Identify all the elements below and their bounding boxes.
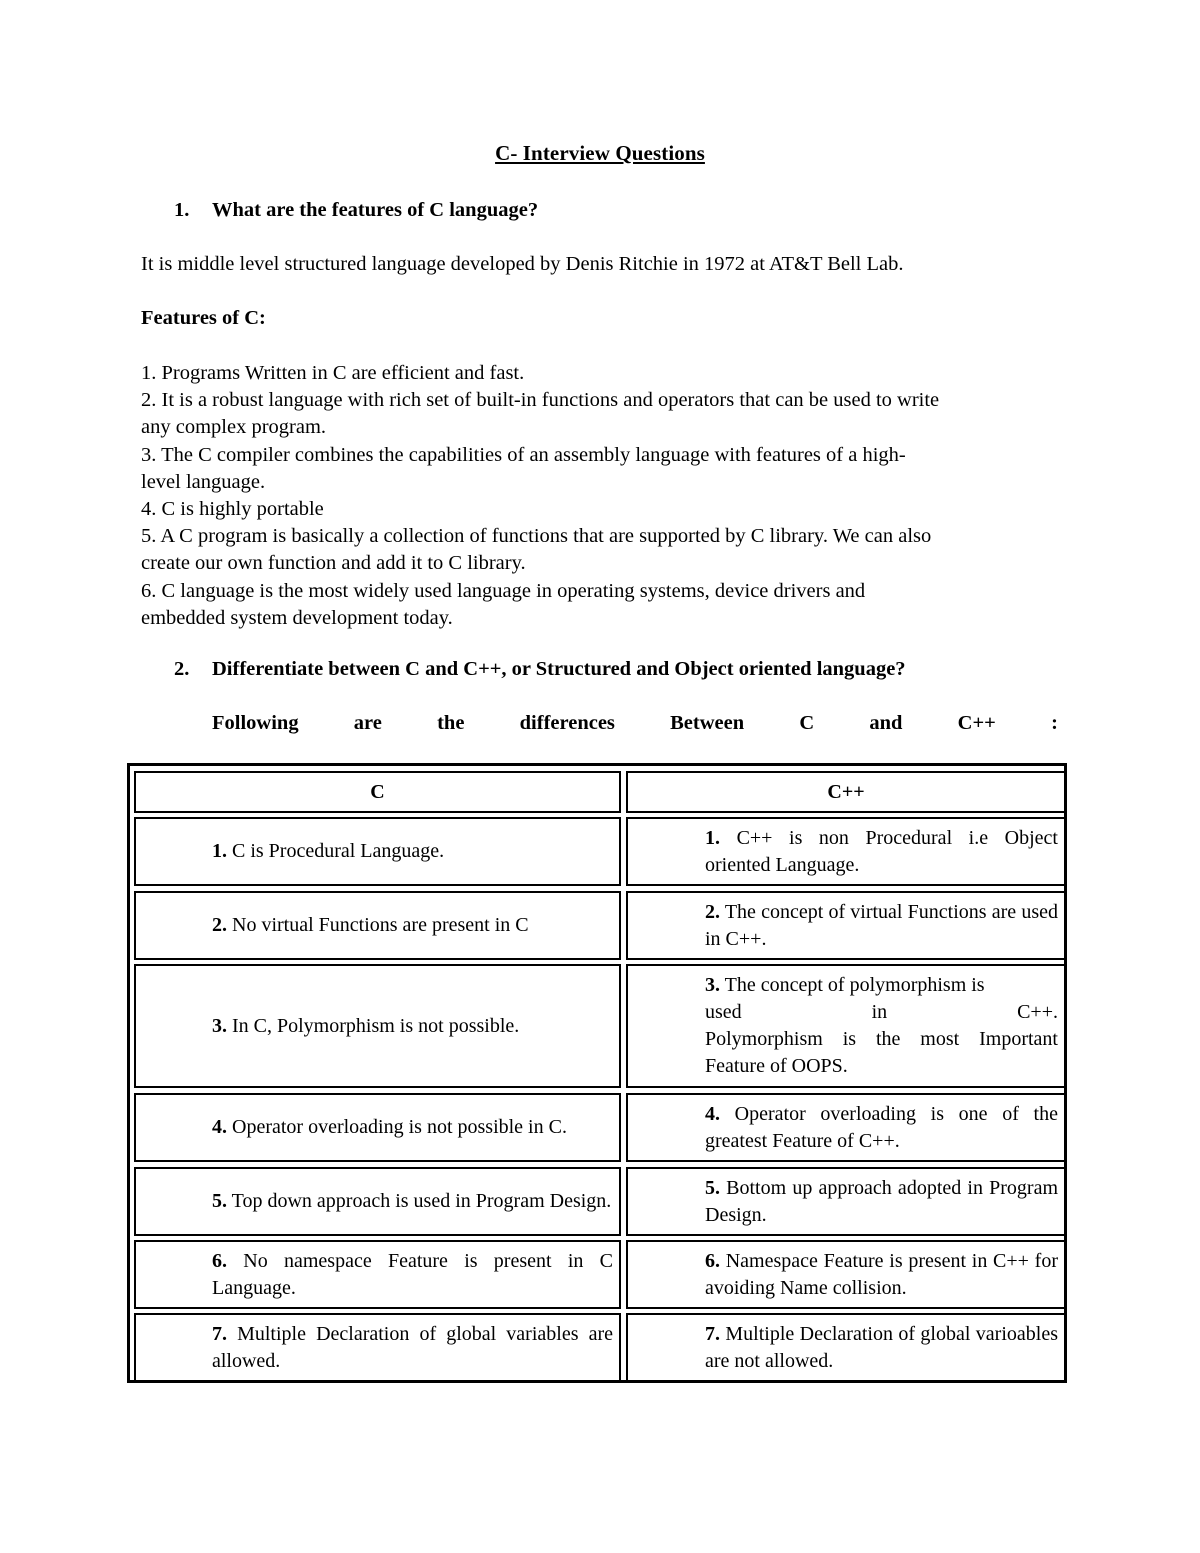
table-row-4-cpp <box>626 1093 1066 1162</box>
features-line: 3. The C compiler combines the capabilities of an assembly language with features of a high- <box>141 443 906 466</box>
row-number: 6. <box>705 1249 720 1272</box>
table-cell <box>136 1188 619 1215</box>
row-number: 2. <box>705 900 720 923</box>
cell-word: C++. <box>1017 1001 1058 1023</box>
table-cell <box>628 899 1064 953</box>
cell-text: Multiple Declaration of global varioables are not allowed. <box>705 1322 1058 1372</box>
features-line: 4. C is highly portable <box>141 498 324 521</box>
table-header-c-label: C <box>370 780 385 803</box>
table-row-1-cpp <box>626 817 1066 886</box>
cell-text: In C, Polymorphism is not possible. <box>227 1014 520 1037</box>
cell-text: The concept of virtual Functions are used in C++. <box>705 900 1058 950</box>
cell-text: Bottom up approach adopted in Program Design. <box>705 1176 1058 1226</box>
table-row-7-c <box>134 1313 621 1382</box>
features-line: 5. A C program is basically a collection of functions that are supported by C library. We can also <box>141 525 932 548</box>
table-cell <box>628 1248 1064 1302</box>
row-number: 7. <box>212 1322 227 1345</box>
question-1-text: What are the features of C language? <box>212 199 539 221</box>
cell-text: C++ is non Procedural i.e Object oriented Language. <box>705 826 1058 876</box>
features-heading: Features of C: <box>141 307 266 329</box>
intro-paragraph: It is middle level structured language developed by Denis Ritchie in 1972 at AT&T Bell Lab. <box>141 253 904 275</box>
table-cell <box>628 972 1064 1080</box>
features-line: 6. C language is the most widely used language in operating systems, device drivers and <box>141 579 866 602</box>
table-header-c <box>134 771 621 813</box>
differences-intro <box>212 712 1058 735</box>
cell-word: used <box>705 1001 742 1023</box>
table-row-6-cpp <box>626 1240 1066 1309</box>
cell-text: No namespace Feature is present in C Language. <box>212 1249 613 1299</box>
row-number: 3. <box>212 1014 227 1037</box>
table-row-5-c <box>134 1167 621 1236</box>
cell-text: Operator overloading is not possible in C. <box>227 1116 567 1138</box>
features-line: create our own function and add it to C library. <box>141 552 526 575</box>
differences-word: : <box>1051 712 1058 734</box>
table-header-cpp-label: C++ <box>827 780 865 803</box>
differences-word: differences <box>519 712 615 734</box>
features-line: any complex program. <box>141 416 327 439</box>
question-2-heading <box>174 658 906 681</box>
cell-text-line <box>705 999 1058 1026</box>
table-cell <box>628 1101 1064 1155</box>
cell-text: C is Procedural Language. <box>227 840 445 862</box>
page-title: C- Interview Questions <box>495 141 705 165</box>
differences-word: are <box>353 712 382 734</box>
cell-text: Multiple Declaration of global variables are allowed. <box>212 1322 613 1372</box>
features-line: 1. Programs Written in C are efficient and fast. <box>141 362 525 384</box>
cell-text: The concept of polymorphism is <box>720 974 985 996</box>
question-2-number: 2. <box>174 658 190 680</box>
row-number: 7. <box>705 1322 720 1345</box>
differences-word: C <box>799 712 815 734</box>
table-cell <box>136 1114 619 1141</box>
row-number: 1. <box>212 840 227 862</box>
table-row-3-c <box>134 964 621 1088</box>
table-cell <box>628 825 1064 879</box>
row-number: 6. <box>212 1249 227 1272</box>
differences-word: Following <box>212 712 299 734</box>
differences-word: and <box>869 712 903 734</box>
row-number: 5. <box>705 1176 720 1199</box>
table-row-3-cpp <box>626 964 1066 1088</box>
table-cell <box>628 1175 1064 1229</box>
features-line: embedded system development today. <box>141 606 453 629</box>
differences-word: the <box>437 712 465 734</box>
differences-word: Between <box>670 712 745 734</box>
cell-text: Namespace Feature is present in C++ for avoiding Name collision. <box>705 1249 1058 1299</box>
cell-text: Top down approach is used in Program Design. <box>227 1190 612 1212</box>
table-cell <box>136 1321 619 1375</box>
table-row-6-c <box>134 1240 621 1309</box>
features-line: 2. It is a robust language with rich set of built-in functions and operators that can be used to write <box>141 389 940 412</box>
row-number: 5. <box>212 1190 227 1212</box>
row-number: 4. <box>705 1102 720 1125</box>
table-row-2-cpp <box>626 891 1066 960</box>
row-number: 1. <box>705 826 720 849</box>
cell-text: Operator overloading is one of the greatest Feature of C++. <box>705 1102 1058 1152</box>
table-cell <box>136 838 619 865</box>
table-cell <box>136 1248 619 1302</box>
row-number: 2. <box>212 914 227 936</box>
table-cell <box>136 912 619 939</box>
table-row-4-c <box>134 1093 621 1162</box>
table-row-7-cpp <box>626 1313 1066 1382</box>
table-cell <box>136 1013 619 1040</box>
table-row-5-cpp <box>626 1167 1066 1236</box>
table-row-2-c <box>134 891 621 960</box>
row-number: 3. <box>705 974 720 996</box>
question-2-text: Differentiate between C and C++, or Structured and Object oriented language? <box>212 658 906 680</box>
differences-word: C++ <box>957 712 996 734</box>
question-1-number: 1. <box>174 199 190 221</box>
features-list <box>141 360 1071 632</box>
cell-text-line: Polymorphism is the most Important Feature of OOPS. <box>705 1028 1058 1077</box>
question-1-heading <box>174 199 538 222</box>
row-number: 4. <box>212 1116 227 1138</box>
cell-text: No virtual Functions are present in C <box>227 914 529 936</box>
cell-word: in <box>871 1001 888 1023</box>
table-row-1-c <box>134 817 621 886</box>
features-line: level language. <box>141 470 266 493</box>
table-header-cpp <box>626 771 1066 813</box>
table-cell <box>628 1321 1064 1375</box>
